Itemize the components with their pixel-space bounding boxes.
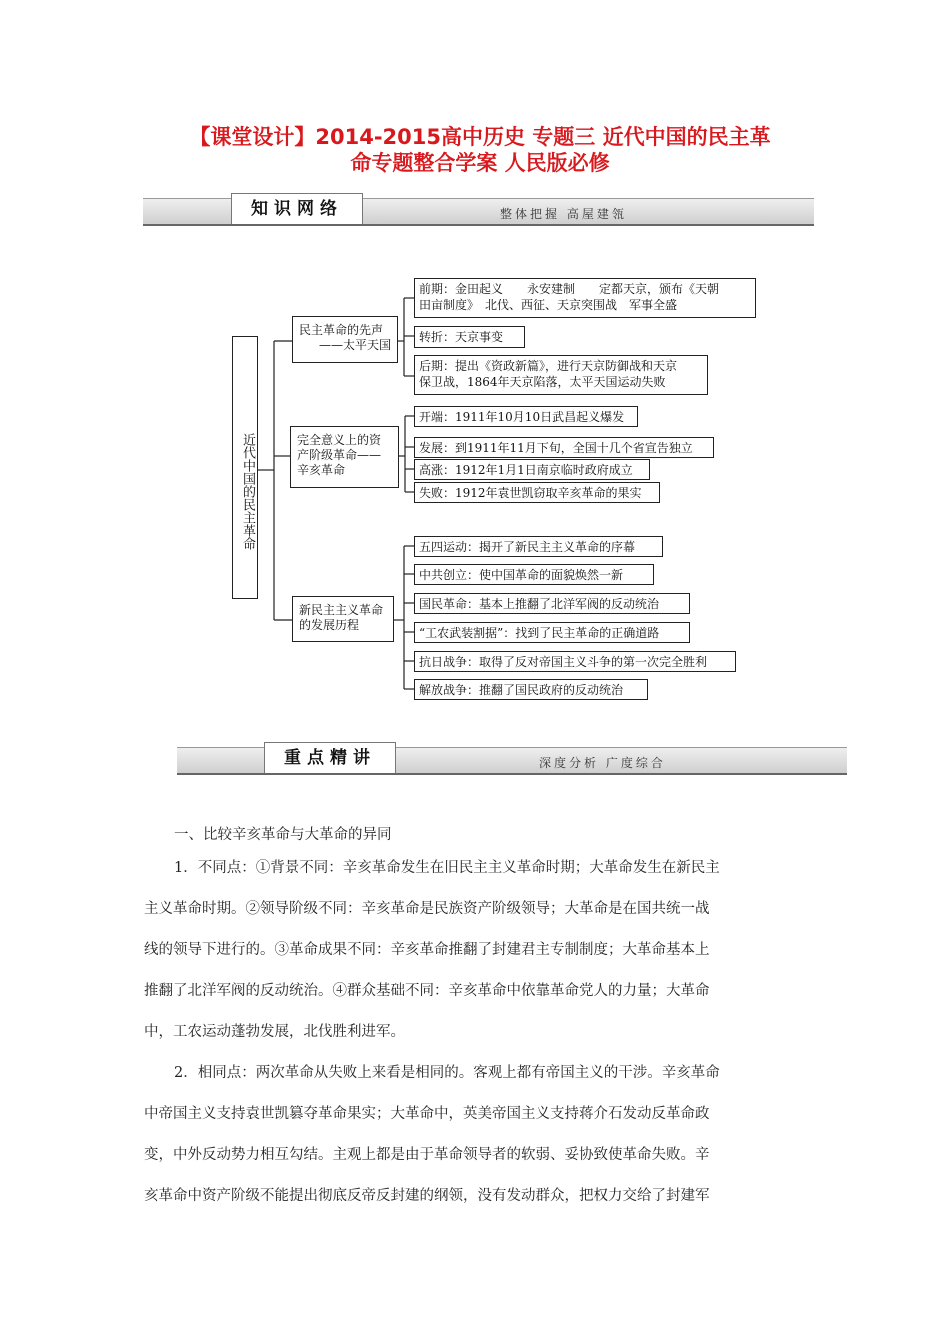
- newdem-item-ccp-founding: 中共创立：使中国革命的面貌焕然一新: [414, 564, 654, 585]
- banner-subtitle: 深度分析 广度综合: [539, 756, 666, 770]
- diagram-root-node: 近代中国的民主革命: [232, 336, 258, 599]
- banner-subtitle: 整体把握 高屋建瓴: [500, 207, 627, 221]
- newdem-item-armed-separatism: “工农武装割据”：找到了民主革命的正确道路: [414, 622, 690, 643]
- branch-xinhai: 完全意义上的资 产阶级革命—— 辛亥革命: [290, 426, 399, 488]
- banner-tab: 重点精讲: [264, 742, 396, 773]
- xinhai-item-start: 开端：1911年10月10日武昌起义爆发: [414, 406, 638, 427]
- taiping-item-turning: 转折：天京事变: [414, 326, 525, 348]
- title-line-2: 命专题整合学案 人民版必修: [350, 151, 610, 175]
- paragraph-similarities: 2．相同点：两次革命从失败上来看是相同的。客观上都有帝国主义的干涉。辛亥革命 中帝国主义支持袁世凯篡夺革命果实；大革命中，英美帝国主义支持蒋介石发动反革命政 变，中外反动势力相互勾结。主观上都是由于革命领导者的软弱、妥协致使革命失败。辛 亥革命中资产阶级不能提出彻底反帝反封建的纲领，没有发动群众，把权力交给了封建军: [144, 1065, 720, 1204]
- newdem-item-anti-japanese-war: 抗日战争：取得了反对帝国主义斗争的第一次完全胜利: [414, 651, 736, 672]
- taiping-item-early: 前期：金田起义 永安建制 定都天京，颁布《天朝 田亩制度》 北伐、西征、天京突围战 军事全盛: [414, 278, 756, 318]
- section-heading: 一、比较辛亥革命与大革命的异同: [174, 827, 392, 843]
- branch-new-democratic: 新民主主义革命 的发展历程: [292, 596, 394, 642]
- newdem-item-national-revolution: 国民革命：基本上推翻了北洋军阀的反动统治: [414, 593, 690, 614]
- newdem-item-may-fourth: 五四运动：揭开了新民主主义革命的序幕: [414, 536, 663, 557]
- section-banner-key-points: [177, 742, 847, 778]
- banner-tab: 知识网络: [231, 193, 363, 224]
- paragraph-differences: 1．不同点：①背景不同：辛亥革命发生在旧民主主义革命时期；大革命发生在新民主 主义革命时期。②领导阶级不同：辛亥革命是民族资产阶级领导；大革命是在国共统一战 线的领导下进行的。③革命成果不同：辛亥革命推翻了封建君主专制制度；大革命基本上 推翻了北洋军阀的反动统治。④群众基础不同：辛亥革命中依靠革命党人的力量；大革命 中，工农运动蓬勃发展，北伐胜利进军。: [144, 860, 720, 1040]
- branch-taiping: 民主革命的先声 ——太平天国: [292, 316, 398, 363]
- newdem-item-liberation-war: 解放战争：推翻了国民政府的反动统治: [414, 679, 648, 700]
- xinhai-item-failure: 失败：1912年袁世凯窃取辛亥革命的果实: [414, 482, 660, 503]
- xinhai-item-climax: 高涨：1912年1月1日南京临时政府成立: [414, 459, 650, 480]
- taiping-item-late: 后期：提出《资政新篇》，进行天京防御战和天京 保卫战，1864年天京陷落，太平天国运动失败: [414, 355, 708, 395]
- xinhai-item-development: 发展：到1911年11月下旬，全国十几个省宣告独立: [414, 437, 714, 458]
- title-line-1: 【课堂设计】2014-2015高中历史 专题三 近代中国的民主革: [189, 125, 771, 149]
